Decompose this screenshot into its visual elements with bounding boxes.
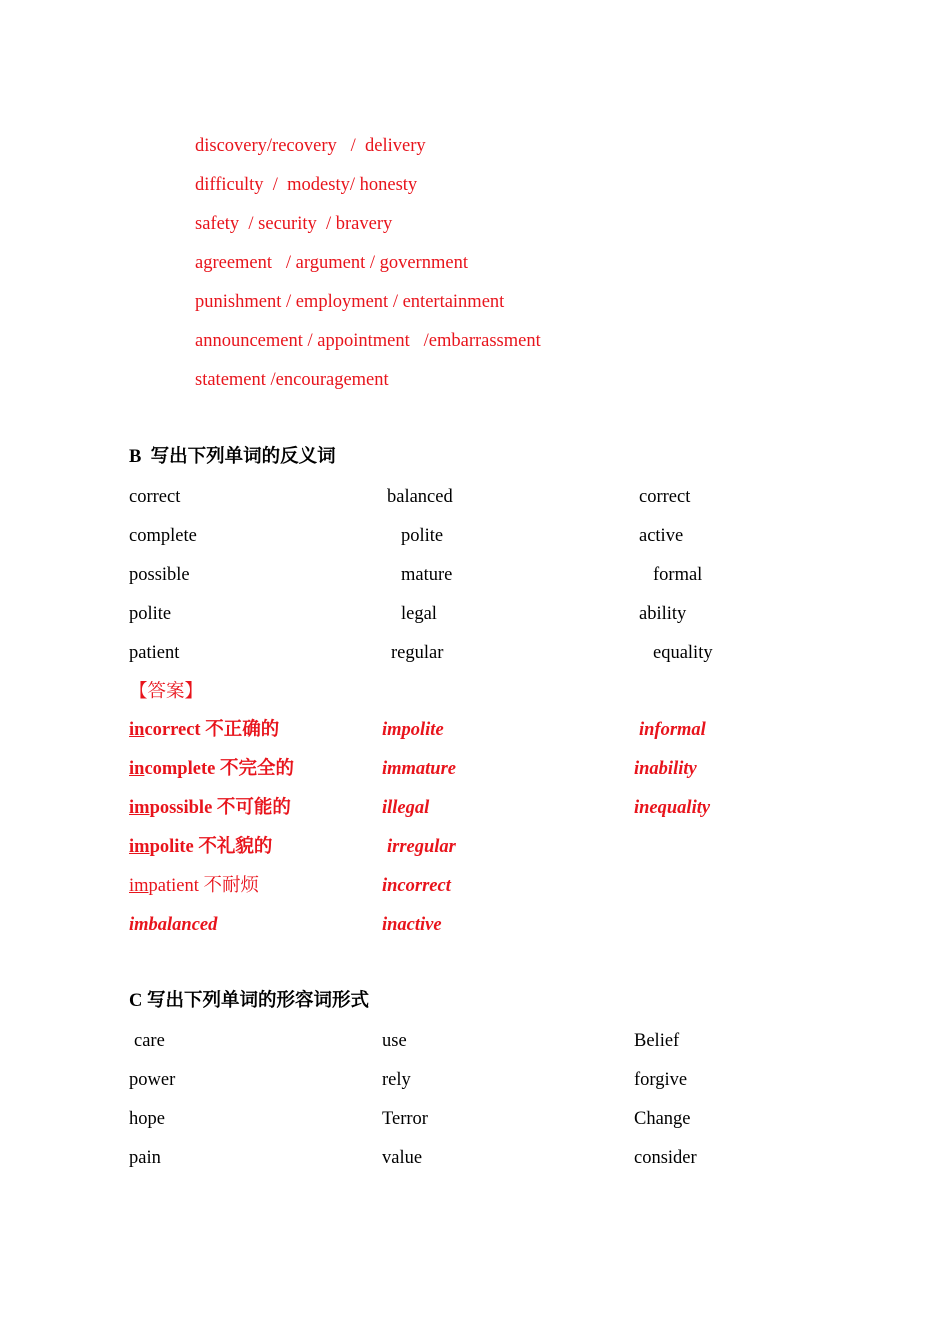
answer-item: impolite (382, 720, 444, 740)
section-c-word: power (129, 1070, 176, 1090)
section-a-line: difficulty / modesty/ honesty (195, 175, 418, 195)
section-a-line: discovery/recovery / delivery (195, 136, 426, 156)
section-c-word: hope (129, 1109, 165, 1129)
answer-item (129, 719, 279, 741)
section-c-word: care (134, 1031, 165, 1051)
section-b-word: balanced (387, 487, 453, 507)
answer-prefix: in (129, 759, 145, 779)
section-a-line: announcement / appointment /embarrassment (195, 331, 541, 351)
answer-rest: possible 不可能的 (149, 798, 291, 818)
section-b-word: patient (129, 643, 180, 663)
section-a-line: safety / security / bravery (195, 214, 393, 234)
section-a-line: agreement / argument / government (195, 253, 468, 273)
answer-item (129, 875, 259, 897)
section-c-word: value (382, 1148, 423, 1168)
answer-item: incorrect (382, 876, 451, 896)
section-a-line: statement /encouragement (195, 370, 389, 390)
section-c-word: Terror (382, 1109, 428, 1129)
answer-item: illegal (382, 798, 430, 818)
answer-item: inability (634, 759, 697, 779)
section-a-line: punishment / employment / entertainment (195, 292, 505, 312)
section-c-word: consider (634, 1148, 697, 1168)
answer-prefix: im (129, 837, 150, 857)
section-b-word: possible (129, 565, 190, 585)
section-c-word: use (382, 1031, 407, 1051)
answer-label: 【答案】 (129, 682, 204, 702)
answer-prefix: im (129, 876, 149, 896)
answer-item (129, 758, 294, 780)
section-c-word: Change (634, 1109, 691, 1129)
section-b-word: polite (401, 526, 444, 546)
section-c-word: Belief (634, 1031, 680, 1051)
answer-rest: polite 不礼貌的 (149, 837, 273, 857)
section-b-word: legal (401, 604, 437, 624)
section-b-word: complete (129, 526, 197, 546)
section-b-word: regular (391, 643, 444, 663)
answer-item (129, 797, 291, 819)
section-b-word: correct (639, 487, 691, 507)
section-b-word: correct (129, 487, 181, 507)
answer-rest: complete 不完全的 (144, 759, 294, 779)
answer-prefix: im (129, 798, 150, 818)
section-c-word: pain (129, 1148, 161, 1168)
section-c-heading: C 写出下列单词的形容词形式 (129, 991, 369, 1011)
section-b-word: polite (129, 604, 172, 624)
section-b-word: active (639, 526, 684, 546)
answer-rest: patient 不耐烦 (148, 876, 259, 896)
answer-item: inequality (634, 798, 711, 818)
section-b-word: mature (401, 565, 453, 585)
answer-item: irregular (387, 837, 456, 857)
section-b-word: equality (653, 643, 713, 663)
section-b-heading: B 写出下列单词的反义词 (129, 447, 336, 467)
answer-item: inactive (382, 915, 442, 935)
answer-item: immature (382, 759, 457, 779)
answer-item: informal (639, 720, 706, 740)
section-c-word: rely (382, 1070, 411, 1090)
section-b-word: formal (653, 565, 703, 585)
section-c-word: forgive (634, 1070, 688, 1090)
answer-item: imbalanced (129, 915, 218, 935)
answer-rest: correct 不正确的 (144, 720, 280, 740)
answer-item (129, 836, 272, 858)
answer-prefix: in (129, 720, 145, 740)
section-b-word: ability (639, 604, 687, 624)
